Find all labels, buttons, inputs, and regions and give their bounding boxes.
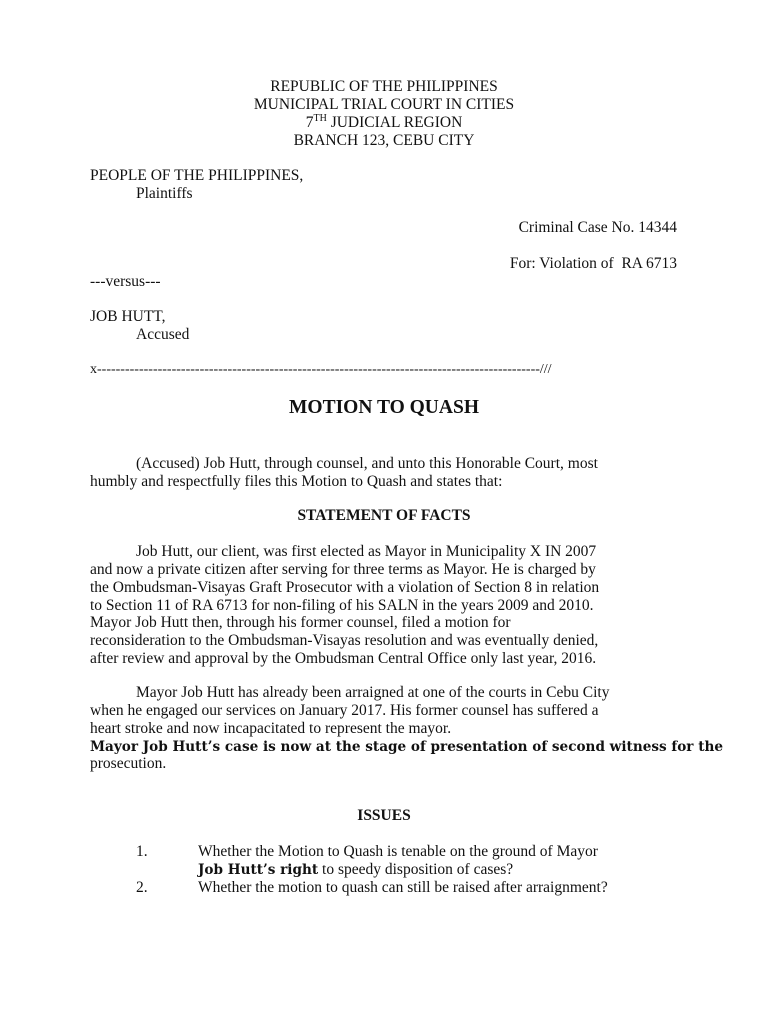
facts-line: prosecution. <box>90 755 167 772</box>
header-region-rest: JUDICIAL REGION <box>326 114 463 131</box>
facts-line: Job Hutt, our client, was first elected as Mayor in Municipality X IN 2007 <box>136 543 597 560</box>
facts-line: to Section 11 of RA 6713 for non-filing of his SALN in the years 2009 and 2010. <box>90 597 594 614</box>
facts-heading: STATEMENT OF FACTS <box>297 507 471 524</box>
intro-line: (Accused) Job Hutt, through counsel, and unto this Honorable Court, most <box>136 455 598 472</box>
issue-emphasis: Job Hutt’s right <box>198 862 319 878</box>
issue-number: 1. <box>136 843 148 860</box>
plaintiff-role: Plaintiffs <box>136 185 193 202</box>
document-title: MOTION TO QUASH <box>289 397 479 418</box>
facts-line: Mayor Job Hutt has already been arraigned at one of the courts in Cebu City <box>136 684 610 701</box>
issue-number: 2. <box>136 879 148 896</box>
issues-heading: ISSUES <box>357 807 411 824</box>
issue-text: Whether the motion to quash can still be raised after arraignment? <box>198 879 608 896</box>
accused-name: JOB HUTT, <box>90 308 166 325</box>
issue-text: Whether the Motion to Quash is tenable on the ground of Mayor <box>198 843 598 860</box>
facts-line: heart stroke and now incapacitated to represent the mayor. <box>90 720 452 737</box>
facts-emphasis-line: Mayor Job Hutt’s case is now at the stage of presentation of second witness for the <box>90 739 724 755</box>
case-number: Criminal Case No. 14344 <box>518 219 677 236</box>
header-republic: REPUBLIC OF THE PHILIPPINES <box>270 78 498 95</box>
caption-divider: x-----------------------------------------------------------------------------------------------/// <box>90 362 552 377</box>
intro-line: humbly and respectfully files this Motion to Quash and states that: <box>90 473 503 490</box>
facts-line: when he engaged our services on January 2017. His former counsel has suffered a <box>90 702 599 719</box>
versus-label: ---versus--- <box>90 273 161 290</box>
issue-text-continued <box>198 861 513 879</box>
case-violation: For: Violation of RA 6713 <box>509 255 677 272</box>
facts-line: reconsideration to the Ombudsman-Visayas resolution and was eventually denied, <box>90 632 599 649</box>
plaintiff-name: PEOPLE OF THE PHILIPPINES, <box>90 167 304 184</box>
accused-role: Accused <box>136 326 190 343</box>
facts-line: after review and approval by the Ombudsman Central Office only last year, 2016. <box>90 650 597 667</box>
header-court: MUNICIPAL TRIAL COURT IN CITIES <box>253 96 515 113</box>
facts-line: Mayor Job Hutt then, through his former counsel, filed a motion for <box>90 614 511 631</box>
header-region-suffix: TH <box>313 112 327 124</box>
issue-text-tail: to speedy disposition of cases? <box>318 861 514 878</box>
facts-line: the Ombudsman-Visayas Graft Prosecutor with a violation of Section 8 in relation <box>90 579 600 596</box>
facts-line: and now a private citizen after serving for three terms as Mayor. He is charged by <box>90 561 596 578</box>
header-region-number: 7 <box>305 114 314 131</box>
header-branch: BRANCH 123, CEBU CITY <box>293 132 475 149</box>
header-region <box>0 114 768 132</box>
